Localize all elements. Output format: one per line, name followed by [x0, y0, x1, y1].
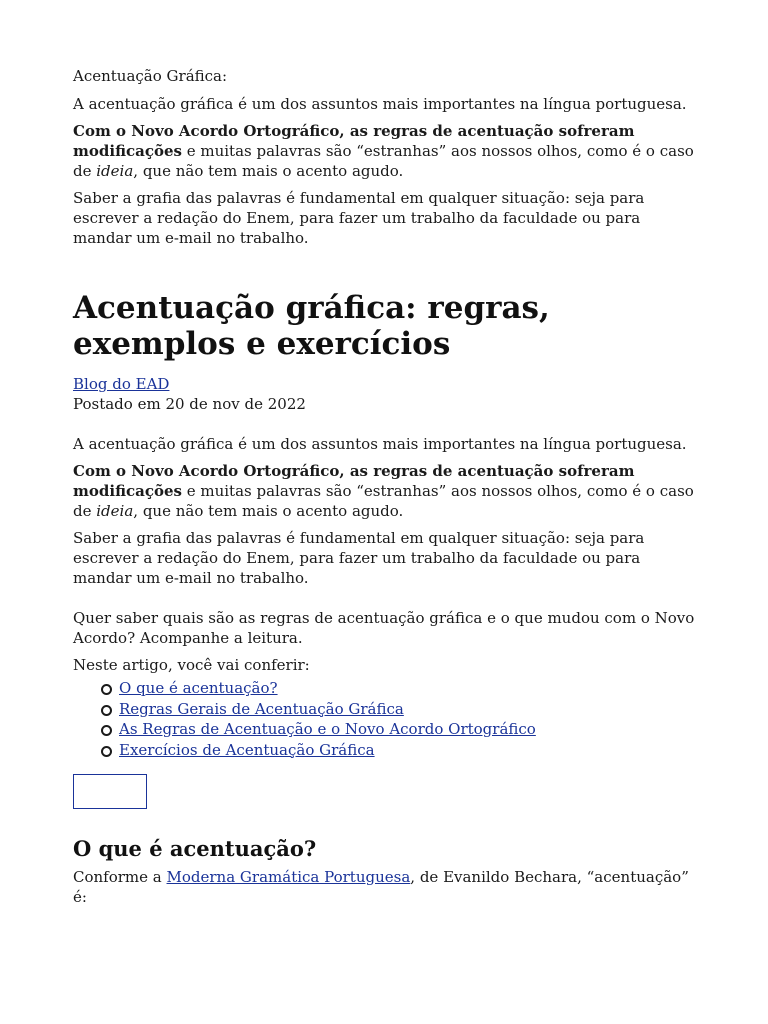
author-link[interactable]: Blog do EAD	[73, 375, 170, 393]
toc-item	[101, 719, 695, 740]
section-paragraph	[73, 867, 695, 907]
article-paragraph-5: Neste artigo, você vai conferir:	[73, 656, 310, 674]
article-paragraph-2-bold: Com o Novo Acordo Ortográfico, as regras de acentuação sofreram modificações	[73, 462, 635, 500]
intro-title: Acentuação Gráfica:	[73, 67, 228, 85]
toc-link-exercicios[interactable]: Exercícios de Acentuação Gráfica	[119, 740, 375, 759]
post-date: Postado em 20 de nov de 2022	[73, 395, 306, 413]
section-heading-o-que-e-acentuacao: O que é acentuação?	[73, 836, 317, 861]
intro-paragraph-2-italic: ideia	[96, 162, 134, 180]
intro-paragraph-2-text-a: e muitas palavras são “estranhas” aos nossos olhos, como é o caso de	[73, 142, 694, 180]
toc-link-regras-gerais[interactable]: Regras Gerais de Acentuação Gráfica	[119, 699, 404, 718]
table-of-contents	[73, 678, 695, 760]
toc-link-o-que-e-acentuacao[interactable]: O que é acentuação?	[119, 679, 278, 697]
circle-bullet-icon	[101, 705, 112, 716]
gramatica-link[interactable]: Moderna Gramática Portuguesa	[166, 868, 411, 886]
article-paragraph-2	[73, 461, 695, 521]
toc-item	[101, 678, 695, 699]
article-title: Acentuação gráfica: regras, exemplos e exercícios	[73, 290, 550, 362]
article-paragraph-3: Saber a grafia das palavras é fundamental em qualquer situação: seja para escrever a redação do Enem, para fazer um trabalho da faculdade ou para mandar um e-mail no trabalho.	[73, 529, 645, 587]
section-paragraph-text-a: Conforme a	[73, 868, 167, 886]
section-paragraph-text-b: , de Evanildo Bechara, “acentuação” é:	[73, 868, 689, 906]
circle-bullet-icon	[101, 746, 112, 757]
document-content	[73, 66, 695, 907]
intro-paragraph-2	[73, 121, 695, 181]
intro-paragraph-3: Saber a grafia das palavras é fundamental em qualquer situação: seja para escrever a redação do Enem, para fazer um trabalho da faculdade ou para mandar um e-mail no trabalho.	[73, 189, 645, 247]
article-paragraph-4: Quer saber quais são as regras de acentuação gráfica e o que mudou com o Novo Acordo? Acompanhe a leitura.	[73, 609, 695, 647]
intro-paragraph-2-bold: Com o Novo Acordo Ortográfico, as regras de acentuação sofreram modificações	[73, 122, 635, 160]
intro-paragraph-1: A acentuação gráfica é um dos assuntos mais importantes na língua portuguesa.	[73, 95, 687, 113]
toc-link-novo-acordo[interactable]: As Regras de Acentuação e o Novo Acordo Ortográfico	[119, 720, 536, 738]
empty-box	[73, 774, 147, 809]
article-paragraph-2-text-a: e muitas palavras são “estranhas” aos nossos olhos, como é o caso de	[73, 482, 694, 520]
circle-bullet-icon	[101, 725, 112, 736]
toc-item	[101, 699, 695, 720]
circle-bullet-icon	[101, 684, 112, 695]
intro-paragraph-2-text-b: , que não tem mais o acento agudo.	[133, 162, 404, 180]
article-paragraph-1: A acentuação gráfica é um dos assuntos mais importantes na língua portuguesa.	[73, 435, 687, 453]
toc-item	[101, 740, 695, 761]
article-paragraph-2-text-b: , que não tem mais o acento agudo.	[133, 502, 404, 520]
article-paragraph-2-italic: ideia	[96, 502, 134, 520]
